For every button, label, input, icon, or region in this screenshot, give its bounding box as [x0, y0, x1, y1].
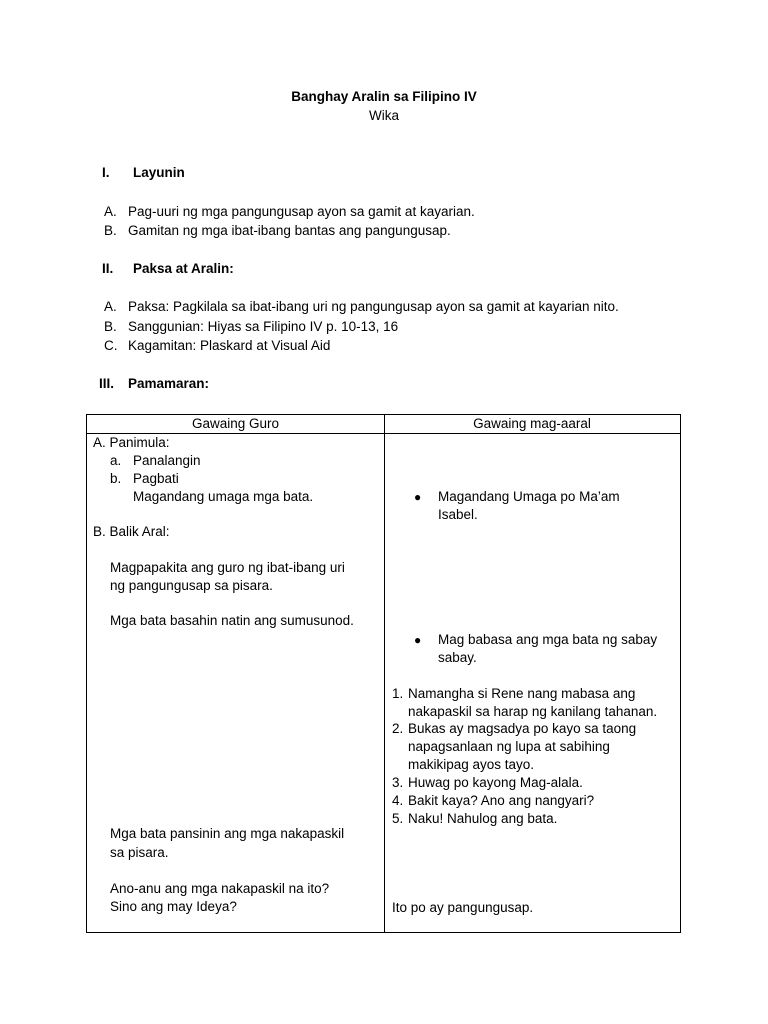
column-header-mag-aaral: Gawaing mag-aaral: [473, 416, 591, 431]
section1-heading: Layunin: [133, 165, 185, 180]
greeting-text: Magandang umaga mga bata.: [133, 489, 314, 504]
section1-item-letter: A.: [104, 204, 117, 219]
section2-heading: Paksa at Aralin:: [133, 261, 234, 276]
list-item: Naku! Nahulog ang bata.: [408, 811, 558, 826]
sub-item-panalangin: Panalangin: [133, 453, 201, 468]
mag-aaral-answer: Ito po ay pangungusap.: [392, 900, 534, 915]
section1-item-text: Gamitan ng mga ibat-ibang bantas ang pangungusap.: [128, 223, 451, 238]
list-item: Huwag po kayong Mag-alala.: [408, 775, 583, 790]
guro-paragraph: Sino ang may Ideya?: [110, 899, 237, 914]
section1-item-text: Pag-uuri ng mga pangungusap ayon sa gamit at kayarian.: [128, 204, 475, 219]
section3-number: III.: [99, 376, 115, 391]
section2-number: II.: [102, 261, 114, 276]
column-header-guro: Gawaing Guro: [191, 416, 280, 431]
list-item: napagsanlaan ng lupa at sabihing: [408, 739, 610, 754]
section2-item-text: Paksa: Pagkilala sa ibat-ibang uri ng pangungusap ayon sa gamit at kayarian nito.: [128, 299, 619, 314]
header-divider: [87, 433, 680, 434]
sub-item-letter: b.: [110, 471, 122, 486]
bullet-icon: ●: [414, 490, 422, 504]
document-subtitle: Wika: [369, 108, 399, 123]
guro-paragraph: Ano-anu ang mga nakapaskil na ito?: [110, 881, 330, 896]
mag-aaral-response: Magandang Umaga po Ma’am: [438, 489, 620, 504]
section2-item-letter: B.: [104, 319, 117, 334]
guro-paragraph: Mga bata basahin natin ang sumusunod.: [110, 613, 354, 628]
section3-heading: Pamamaran:: [128, 376, 210, 391]
list-number: 4.: [392, 793, 404, 808]
list-item: makikipag ayos tayo.: [408, 757, 535, 772]
list-number: 3.: [392, 775, 404, 790]
section1-number: I.: [102, 165, 110, 180]
column-divider: [384, 415, 385, 932]
section1-item-letter: B.: [104, 223, 117, 238]
section2-item-text: Sanggunian: Hiyas sa Filipino IV p. 10-13, 16: [128, 319, 399, 334]
sub-item-pagbati: Pagbati: [133, 471, 179, 486]
guro-paragraph: sa pisara.: [110, 845, 169, 860]
bullet-icon: ●: [414, 633, 422, 647]
list-number: 2.: [392, 721, 404, 736]
activities-table: [86, 414, 681, 933]
list-item: Namangha si Rene nang mabasa ang: [408, 686, 636, 701]
mag-aaral-response: Isabel.: [438, 507, 478, 522]
list-number: 1.: [392, 686, 404, 701]
guro-paragraph: Mga bata pansinin ang mga nakapaskil: [110, 826, 345, 841]
mag-aaral-response: Mag babasa ang mga bata ng sabay: [438, 632, 658, 647]
guro-paragraph: Magpapakita ang guro ng ibat-ibang uri: [110, 560, 345, 575]
guro-paragraph: ng pangungusap sa pisara.: [110, 578, 273, 593]
section2-item-text: Kagamitan: Plaskard at Visual Aid: [128, 338, 331, 353]
list-item: nakapaskil sa harap ng kanilang tahanan.: [408, 704, 658, 719]
balik-aral-heading: B. Balik Aral:: [93, 524, 170, 539]
list-item: Bakit kaya? Ano ang nangyari?: [408, 793, 595, 808]
section2-item-letter: A.: [104, 299, 117, 314]
panimula-heading: A. Panimula:: [93, 435, 170, 450]
mag-aaral-response: sabay.: [438, 650, 477, 665]
section2-item-letter: C.: [104, 338, 118, 353]
document-title: Banghay Aralin sa Filipino IV: [291, 89, 477, 104]
sub-item-letter: a.: [110, 453, 122, 468]
list-number: 5.: [392, 811, 404, 826]
list-item: Bukas ay magsadya po kayo sa taong: [408, 721, 637, 736]
